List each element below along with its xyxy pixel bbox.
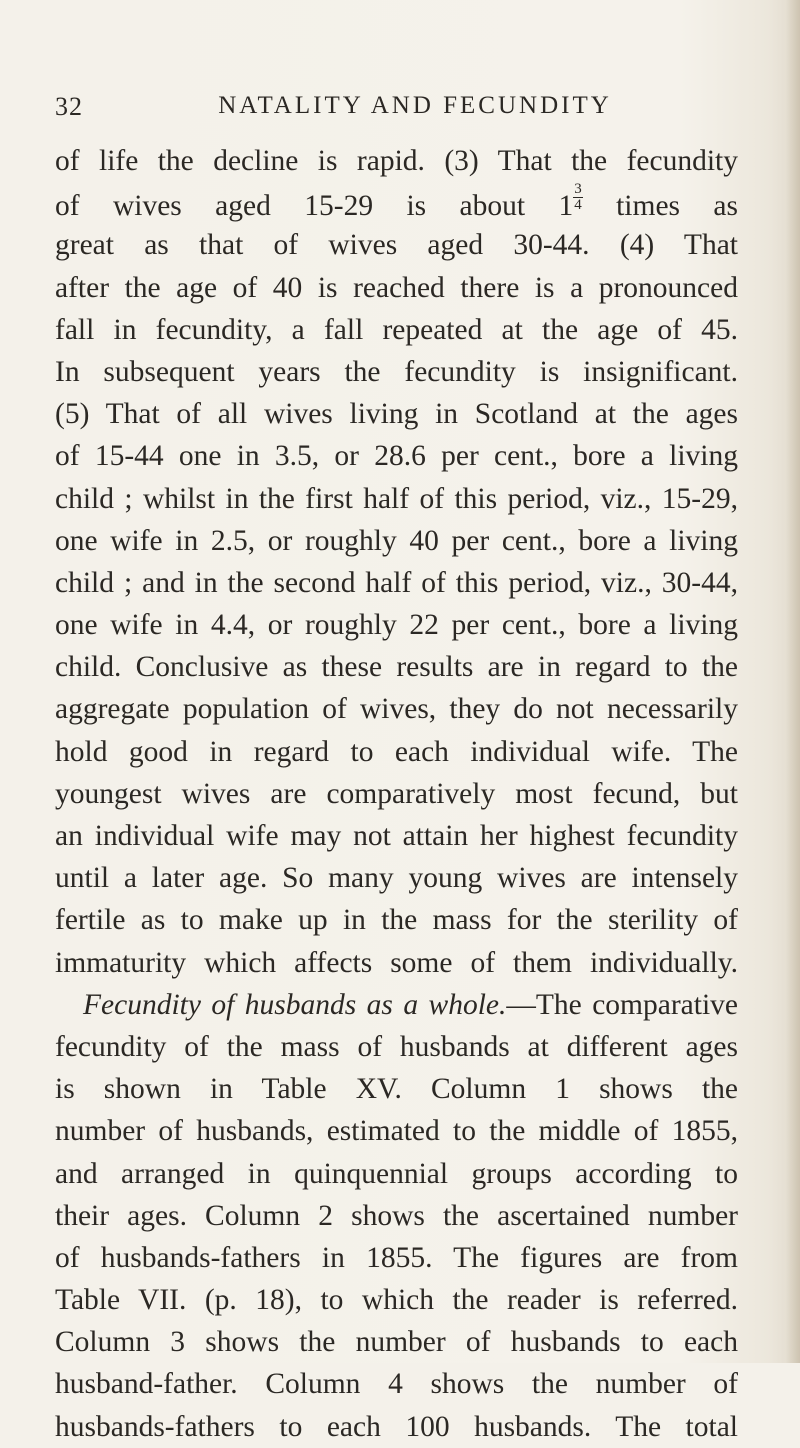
text-line: until a later age. So many young wives are intensely xyxy=(55,862,738,895)
text-line: youngest wives are comparatively most fecund, but xyxy=(55,777,738,810)
text-line: immaturity which affects some of them individually. xyxy=(55,946,738,979)
text-line: child ; and in the second half of this period, viz., 30-44, xyxy=(55,566,738,599)
text-line: an individual wife may not attain her highest fecundity xyxy=(55,820,738,852)
fraction xyxy=(573,182,583,213)
running-title: NATALITY AND FECUNDITY xyxy=(218,92,612,119)
text-line: (5) That of all wives living in Scotland at the ages xyxy=(55,398,738,431)
text-line: of life the decline is rapid. (3) That the fecundity xyxy=(55,145,738,177)
section-heading-italic: Fecundity of husbands as a whole. xyxy=(83,988,507,1021)
text-line: hold good in regard to each individual wife. The xyxy=(55,735,738,768)
line-segment: times as xyxy=(582,190,738,223)
text-line: child ; whilst in the first half of this period, viz., 15-29, xyxy=(55,482,738,515)
page-number: 32 xyxy=(55,92,83,121)
text-line: is shown in Table XV. Column 1 shows the xyxy=(55,1073,738,1106)
fraction-denominator: 4 xyxy=(574,197,582,214)
text-line: after the age of 40 is reached there is a pronounced xyxy=(55,271,738,304)
text-line: one wife in 4.4, or roughly 22 per cent., bore a living xyxy=(55,609,738,642)
text-line: one wife in 2.5, or roughly 40 per cent., bore a living xyxy=(55,524,738,557)
text-line xyxy=(55,984,738,1026)
fraction-numerator: 3 xyxy=(574,181,582,198)
line-segment: —The comparative xyxy=(506,988,739,1021)
text-line: child. Conclusive as these results are in regard to the xyxy=(55,651,738,684)
text-line: husbands-fathers to each 100 husbands. The total xyxy=(55,1410,738,1443)
page-header xyxy=(55,92,745,132)
text-line xyxy=(55,182,738,224)
text-line: fertile as to make up in the mass for the sterility of xyxy=(55,904,738,937)
text-line: In subsequent years the fecundity is insignificant. xyxy=(55,355,738,388)
text-line: Table VII. (p. 18), to which the reader is referred. xyxy=(55,1284,738,1317)
page-edge-shadow xyxy=(786,0,800,1363)
body-text xyxy=(55,140,738,1448)
text-line: of 15-44 one in 3.5, or 28.6 per cent., bore a living xyxy=(55,440,738,473)
line-segment: of wives aged 15-29 is about 1 xyxy=(55,190,574,223)
text-line: fecundity of the mass of husbands at different ages xyxy=(55,1030,738,1063)
text-line: Column 3 shows the number of husbands to each xyxy=(55,1326,738,1359)
text-line: great as that of wives aged 30-44. (4) That xyxy=(55,229,738,262)
text-line: of husbands-fathers in 1855. The figures are from xyxy=(55,1241,738,1274)
text-line: fall in fecundity, a fall repeated at the age of 45. xyxy=(55,313,738,346)
text-line: aggregate population of wives, they do not necessarily xyxy=(55,693,738,726)
text-line: and arranged in quinquennial groups according to xyxy=(55,1157,738,1190)
text-line: husband-father. Column 4 shows the number of xyxy=(55,1368,738,1401)
text-line: their ages. Column 2 shows the ascertained number xyxy=(55,1199,738,1232)
text-line: number of husbands, estimated to the middle of 1855, xyxy=(55,1115,738,1148)
